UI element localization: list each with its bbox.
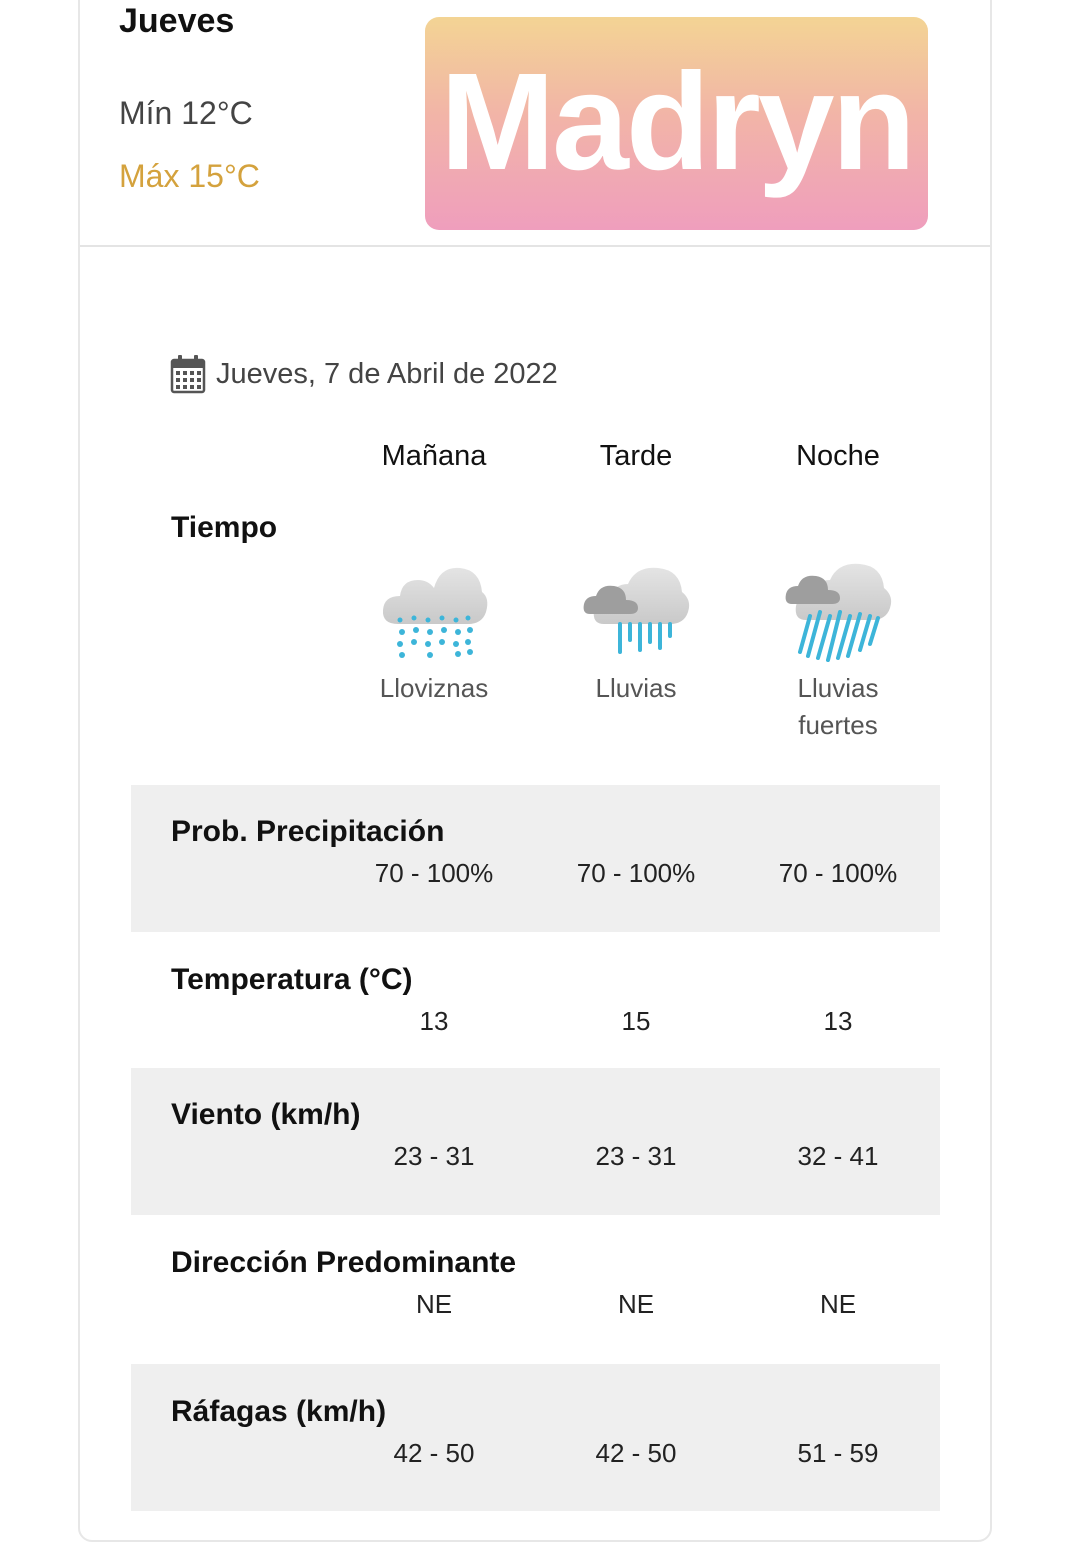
precipitation-afternoon: 70 - 100%	[576, 858, 696, 888]
wind-afternoon: 23 - 31	[595, 1141, 677, 1171]
column-morning: Mañana	[381, 440, 487, 472]
wind-night: 32 - 41	[797, 1141, 879, 1171]
row-title-direction: Dirección Predominante	[171, 1246, 517, 1279]
direction-morning: NE	[415, 1289, 453, 1319]
wind-morning: 23 - 31	[393, 1141, 475, 1171]
max-temperature: Máx 15°C	[119, 158, 260, 194]
row-title-gusts: Ráfagas (km/h)	[171, 1395, 387, 1428]
direction-afternoon: NE	[617, 1289, 655, 1319]
precipitation-night: 70 - 100%	[778, 858, 898, 888]
temperature-morning: 13	[419, 1006, 449, 1036]
header-divider	[80, 245, 990, 247]
column-afternoon: Tarde	[599, 440, 673, 472]
temperature-afternoon: 15	[621, 1006, 651, 1036]
weather-label-morning: Lloviznas	[379, 673, 489, 703]
calendar-icon	[170, 354, 206, 394]
drizzle-cloud-icon	[380, 558, 490, 668]
city-name: Madryn	[440, 45, 913, 199]
row-title-wind: Viento (km/h)	[171, 1098, 361, 1131]
precipitation-morning: 70 - 100%	[374, 858, 494, 888]
gusts-afternoon: 42 - 50	[595, 1438, 677, 1468]
row-title-precipitation: Prob. Precipitación	[171, 815, 445, 848]
day-name: Jueves	[119, 2, 235, 40]
gusts-night: 51 - 59	[797, 1438, 879, 1468]
temperature-night: 13	[823, 1006, 853, 1036]
rain-cloud-icon	[582, 558, 692, 668]
heavy-rain-cloud-icon	[784, 558, 894, 668]
column-night: Noche	[796, 440, 880, 472]
weather-label-night: Lluvias fuertes	[797, 673, 879, 740]
weather-title: Tiempo	[171, 511, 278, 544]
forecast-date: Jueves, 7 de Abril de 2022	[216, 357, 558, 390]
gusts-morning: 42 - 50	[393, 1438, 475, 1468]
city-banner	[425, 17, 928, 230]
min-temperature: Mín 12°C	[119, 95, 253, 131]
direction-night: NE	[819, 1289, 857, 1319]
row-title-temperature: Temperatura (°C)	[171, 963, 413, 996]
date-row	[170, 352, 558, 396]
weather-label-afternoon: Lluvias	[595, 673, 677, 703]
